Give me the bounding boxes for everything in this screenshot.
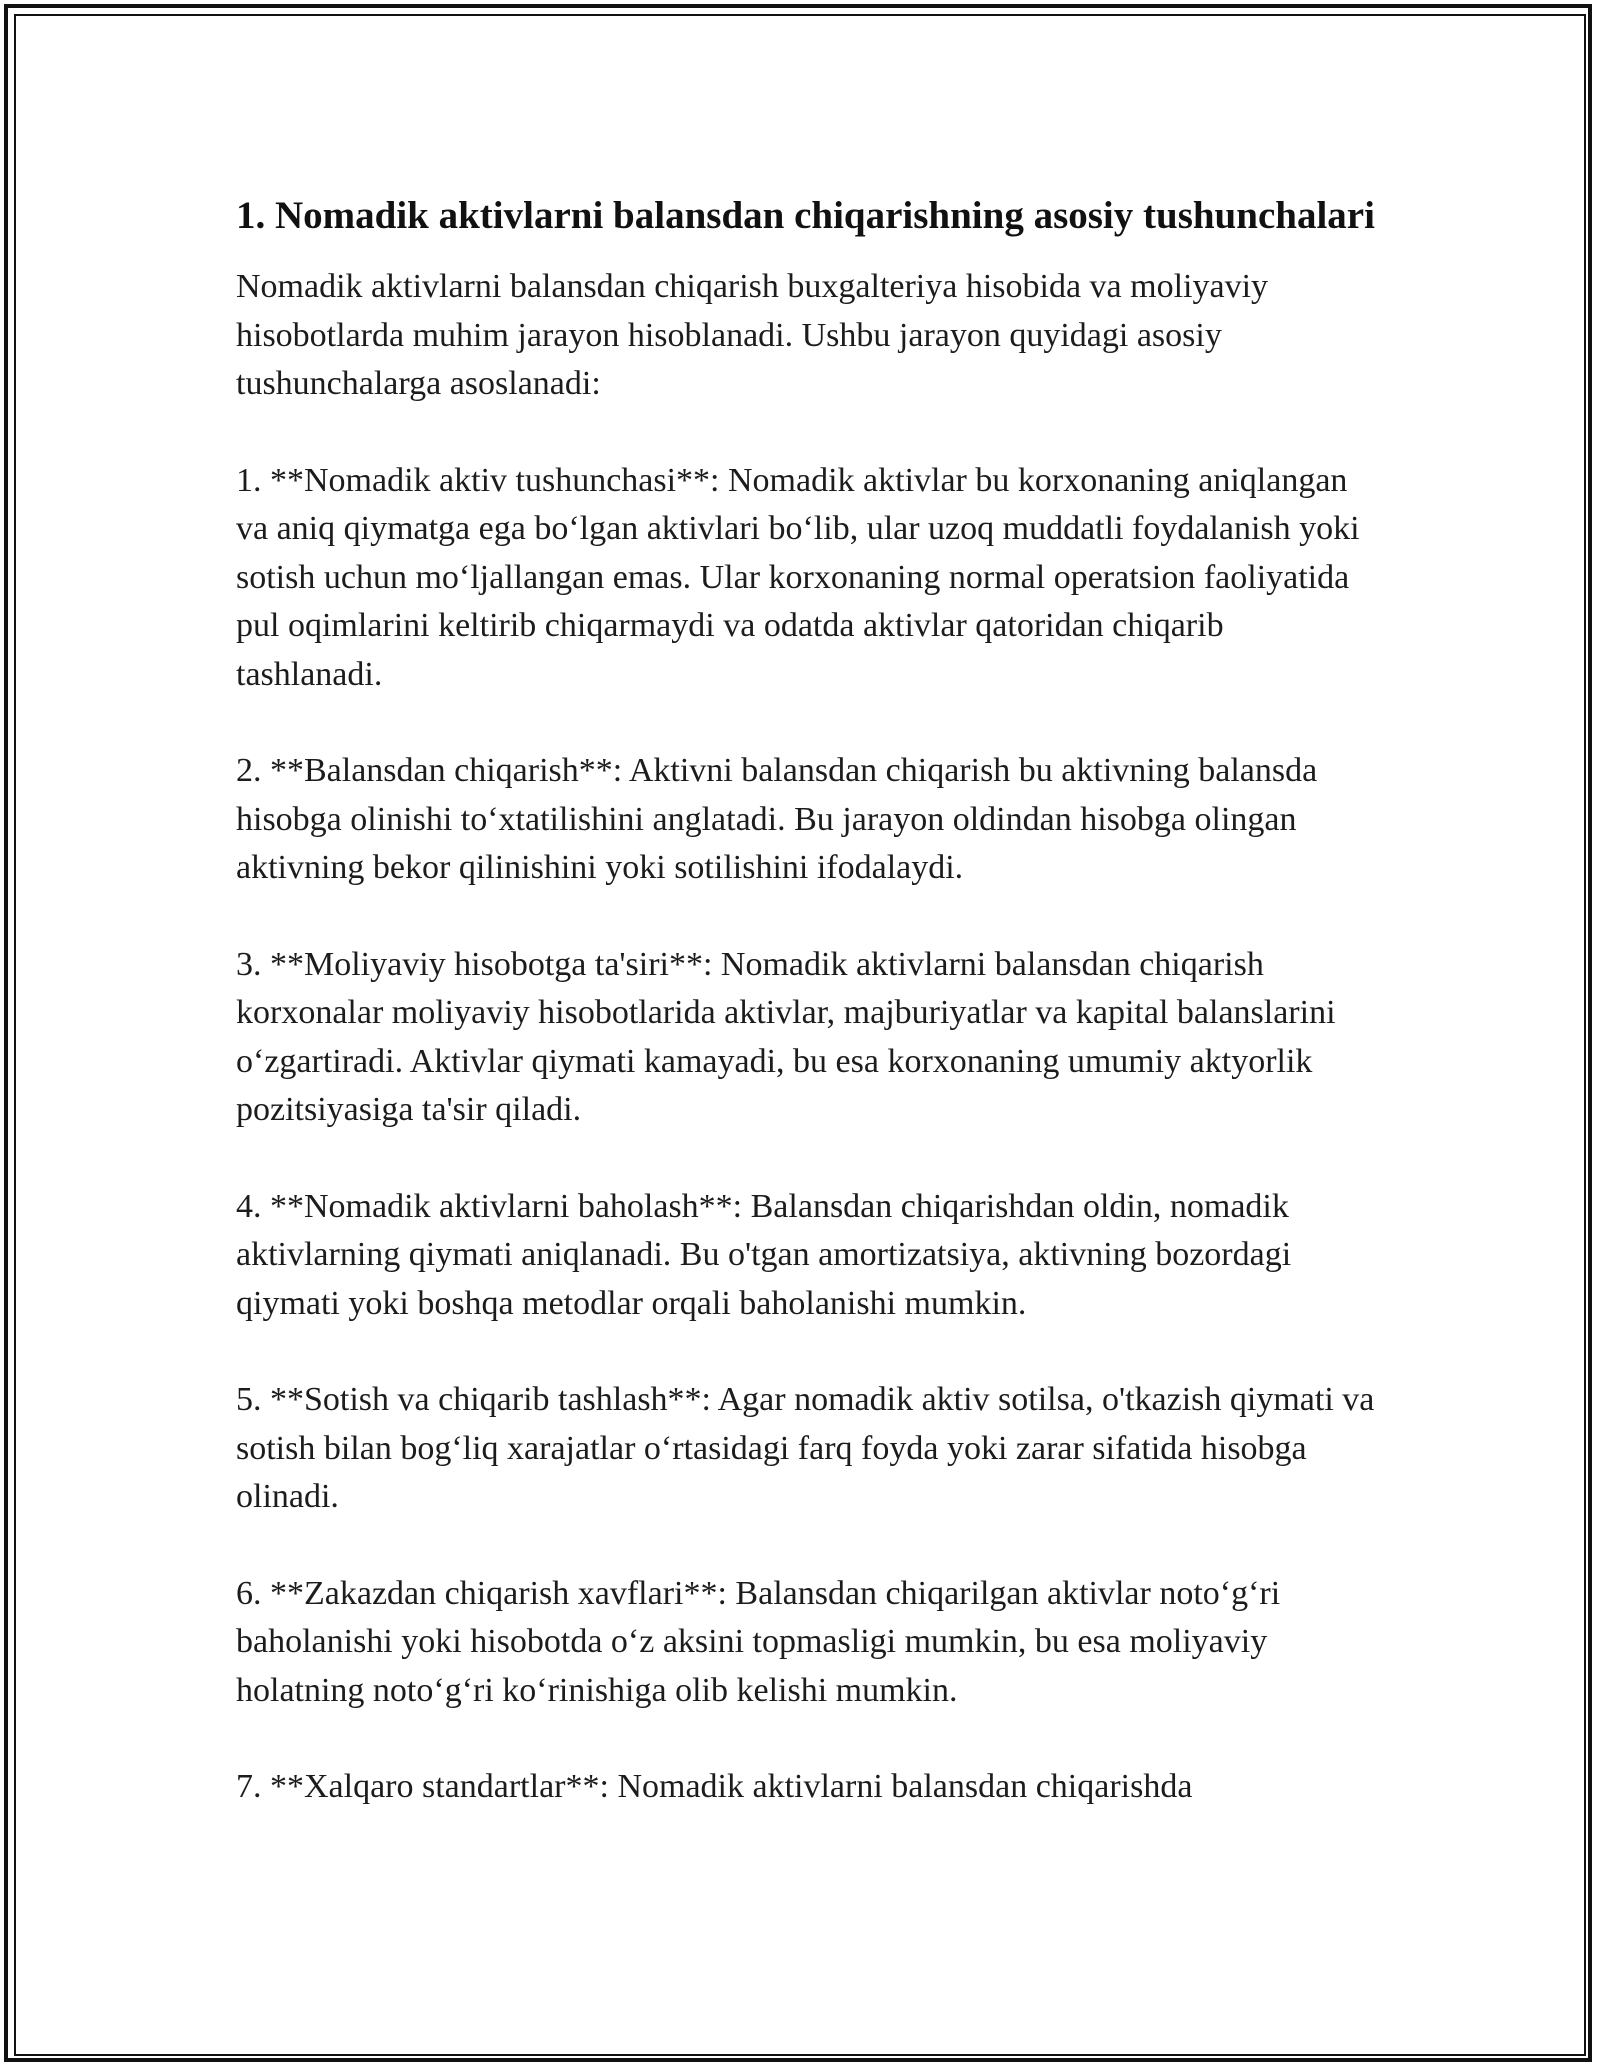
- list-item-baholash: 4. **Nomadik aktivlarni baholash**: Balansdan chiqarishdan oldin, nomadik aktivlarning qiymati aniqlanadi. Bu o'tgan amortizatsiya, aktivning bozordagi qiymati yoki boshqa metodlar orqali baholanishi mumkin.: [236, 1187, 1292, 1322]
- intro-paragraph: Nomadik aktivlarni balansdan chiqarish buxgalteriya hisobida va moliyaviy hisobotlarda muhim jarayon hisoblanadi. Ushbu jarayon quyidagi asosiy tushunchalarga asoslanadi:: [236, 268, 1269, 402]
- list-item-moliyaviy-hisobot: 3. **Moliyaviy hisobotga ta'siri**: Nomadik aktivlarni balansdan chiqarish korxonalar moliyaviy hisobotlarida aktivlar, majburiyatlar va kapital balanslarini o‘zgartiradi. Aktivlar qiymati kamayadi, bu esa korxonaning umumiy aktyorlik pozitsiyasiga ta'sir qiladi.: [236, 945, 1336, 1128]
- list-item-xavflar: 6. **Zakazdan chiqarish xavflari**: Balansdan chiqarilgan aktivlar noto‘g‘ri baholanishi yoki hisobotda o‘z aksini topmasligi mumkin, bu esa moliyaviy holatning noto‘g‘ri ko‘rinishiga olib kelishi mumkin.: [236, 1574, 1281, 1709]
- section-heading: 1. Nomadik aktivlarni balansdan chiqarishning asosiy tushunchalari: [236, 194, 1375, 237]
- document-body: [236, 188, 1376, 1860]
- list-item-sotish: 5. **Sotish va chiqarib tashlash**: Agar nomadik aktiv sotilsa, o'tkazish qiymati va sotish bilan bog‘liq xarajatlar o‘rtasidagi farq foyda yoki zarar sifatida hisobga olinadi.: [236, 1381, 1375, 1515]
- list-item-xalqaro-standartlar: 7. **Xalqaro standartlar**: Nomadik aktivlarni balansdan chiqarishda: [236, 1768, 1193, 1805]
- list-item-balansdan-chiqarish: 2. **Balansdan chiqarish**: Aktivni balansdan chiqarish bu aktivning balansda hisobga olinishi to‘xtatilishini anglatadi. Bu jarayon oldindan hisobga olingan aktivning bekor qilinishini yoki sotilishini ifodalaydi.: [236, 752, 1318, 886]
- list-item-nomadik-aktiv: 1. **Nomadik aktiv tushunchasi**: Nomadik aktivlar bu korxonaning aniqlangan va aniq qiymatga ega bo‘lgan aktivlari bo‘lib, ular uzoq muddatli foydalanish yoki sotish uchun mo‘ljallangan emas. Ular korxonaning normal operatsion faoliyatida pul oqimlarini keltirib chiqarmaydi va odatda aktivlar qatoridan chiqarib tashlanadi.: [236, 461, 1360, 693]
